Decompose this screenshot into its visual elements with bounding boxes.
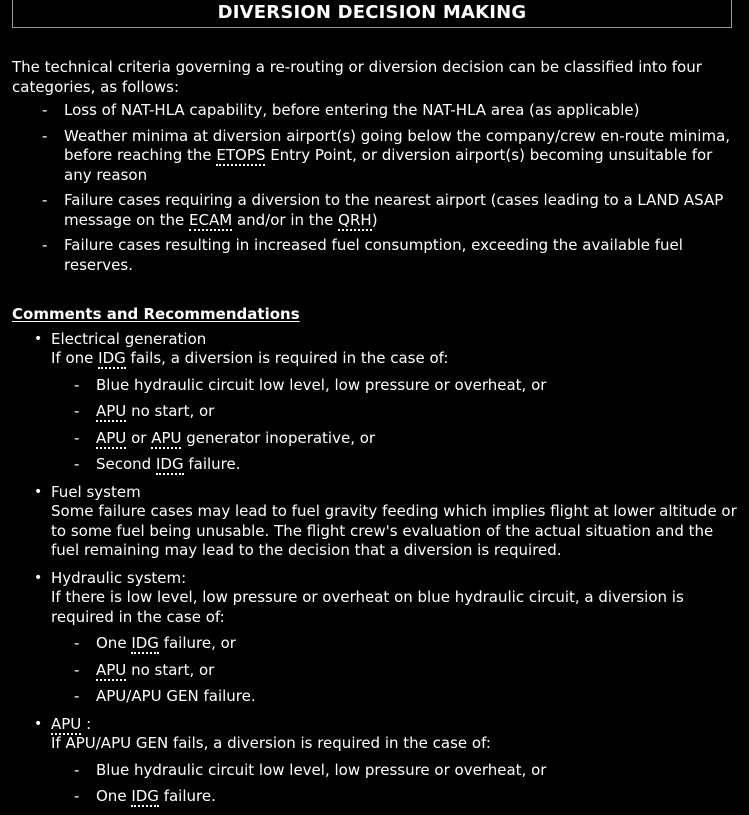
criteria-item [12,101,737,121]
page-title: DIVERSION DECISION MAKING [217,2,527,23]
case-text: failure. [158,787,216,805]
bullet-icon: • [34,569,43,586]
comment-text: If APU/APU GEN fails, a diversion is required in the case of: [51,734,491,752]
dash-marker: - [74,787,80,805]
abbreviation-qrh[interactable]: QRH [338,210,372,229]
abbreviation-apu[interactable]: APU [96,660,127,679]
text-fragment: If one [51,349,99,367]
case-item [51,455,737,475]
abbreviation-apu[interactable]: APU [96,428,127,447]
abbreviation-etops[interactable]: ETOPS [216,146,266,164]
case-text: or [126,428,152,447]
case-item [51,634,737,654]
comment-text: If there is low level, low pressure or overheat on blue hydraulic circuit, a diversion is required in the case of: [51,588,684,626]
title-box [12,0,732,28]
abbreviation-apu[interactable]: APU [96,402,127,420]
text-fragment: fails, a diversion is required in the case of: [125,349,449,367]
comment-heading: Hydraulic system: [51,568,187,587]
comment-heading [51,715,737,735]
case-item [51,687,737,707]
case-text: generator inoperative, or [181,428,376,447]
dash-marker: - [42,236,48,254]
dash-marker: - [42,191,48,209]
case-text: Blue hydraulic circuit low level, low pressure or overheat, or [96,760,547,779]
apu-cases-list [51,761,737,807]
electrical-cases-list [51,376,737,475]
abbreviation-apu[interactable]: APU [51,714,82,733]
bullet-icon: • [34,715,43,732]
comment-electrical [12,330,737,475]
dash-marker: - [74,455,80,473]
criteria-item [12,236,737,275]
case-text: APU/APU GEN failure. [96,687,256,705]
case-item [51,661,737,681]
criteria-item [12,127,737,186]
criteria-text: Failure cases resulting in increased fuel consumption, exceeding the available fuel reserves. [64,236,683,274]
case-text: no start, or [126,402,215,420]
abbreviation-idg[interactable]: IDG [98,349,126,367]
comments-list [12,330,737,807]
abbreviation-idg[interactable]: IDG [155,455,184,473]
abbreviation-ecam[interactable]: ECAM [189,210,233,229]
hydraulic-cases-list [51,634,737,707]
dash-marker: - [74,687,80,705]
comment-hydraulic [12,569,737,707]
case-text: failure, or [158,634,236,652]
case-item [51,787,737,807]
case-text: failure. [183,455,241,473]
dash-marker: - [74,760,80,779]
abbreviation-idg[interactable]: IDG [131,787,159,805]
dash-marker: - [42,101,48,119]
criteria-text: Loss of NAT-HLA capability, before entering the NAT-HLA area (as applicable) [64,101,640,119]
bullet-icon: • [34,330,43,347]
case-item [51,376,737,396]
bullet-icon: • [34,483,43,500]
criteria-text: ) [371,210,378,229]
dash-marker: - [74,634,80,652]
case-item [51,761,737,781]
criteria-text: Failure cases requiring a diversion to the nearest airport (cases leading to a LAND ASAP message on the [64,191,724,229]
case-item [51,429,737,449]
comment-text: Some failure cases may lead to fuel gravity feeding which implies flight at lower altitude or to some fuel being unusable. The flight crew's evaluation of the actual situation and the fuel remaining may lead to the decision that a diversion is required. [51,502,737,559]
dash-marker: - [74,660,80,679]
intro-paragraph: The technical criteria governing a re-routing or diversion decision can be classified into four categories, as follows: [12,58,702,96]
comment-text [51,349,737,369]
criteria-item [12,191,737,230]
criteria-text: Weather minima at diversion airport(s) going below the company/crew en-route minima, before reaching the [64,126,731,164]
case-item [51,402,737,422]
case-text: Blue hydraulic circuit low level, low pressure or overheat, or [96,375,547,394]
dash-marker: - [74,428,80,447]
comment-fuel [12,483,737,561]
comment-heading: Electrical generation [51,329,207,348]
criteria-text: Entry Point, or diversion airport(s) becoming unsuitable for any reason [64,146,713,184]
case-text: Second [96,455,156,473]
case-text: One [96,787,132,805]
section-heading-comments: Comments and Recommendations [12,305,300,323]
comment-heading: Fuel system [51,482,141,501]
dash-marker: - [74,402,80,420]
text-fragment: : [81,714,92,733]
document-body [12,58,737,815]
abbreviation-apu[interactable]: APU [151,428,182,447]
criteria-list [12,101,737,275]
comment-apu [12,715,737,807]
dash-marker: - [42,126,48,145]
dash-marker: - [74,375,80,394]
case-text: no start, or [126,660,215,679]
case-text: One [96,634,132,652]
abbreviation-idg[interactable]: IDG [131,634,159,652]
criteria-text: and/or in the [232,210,339,229]
